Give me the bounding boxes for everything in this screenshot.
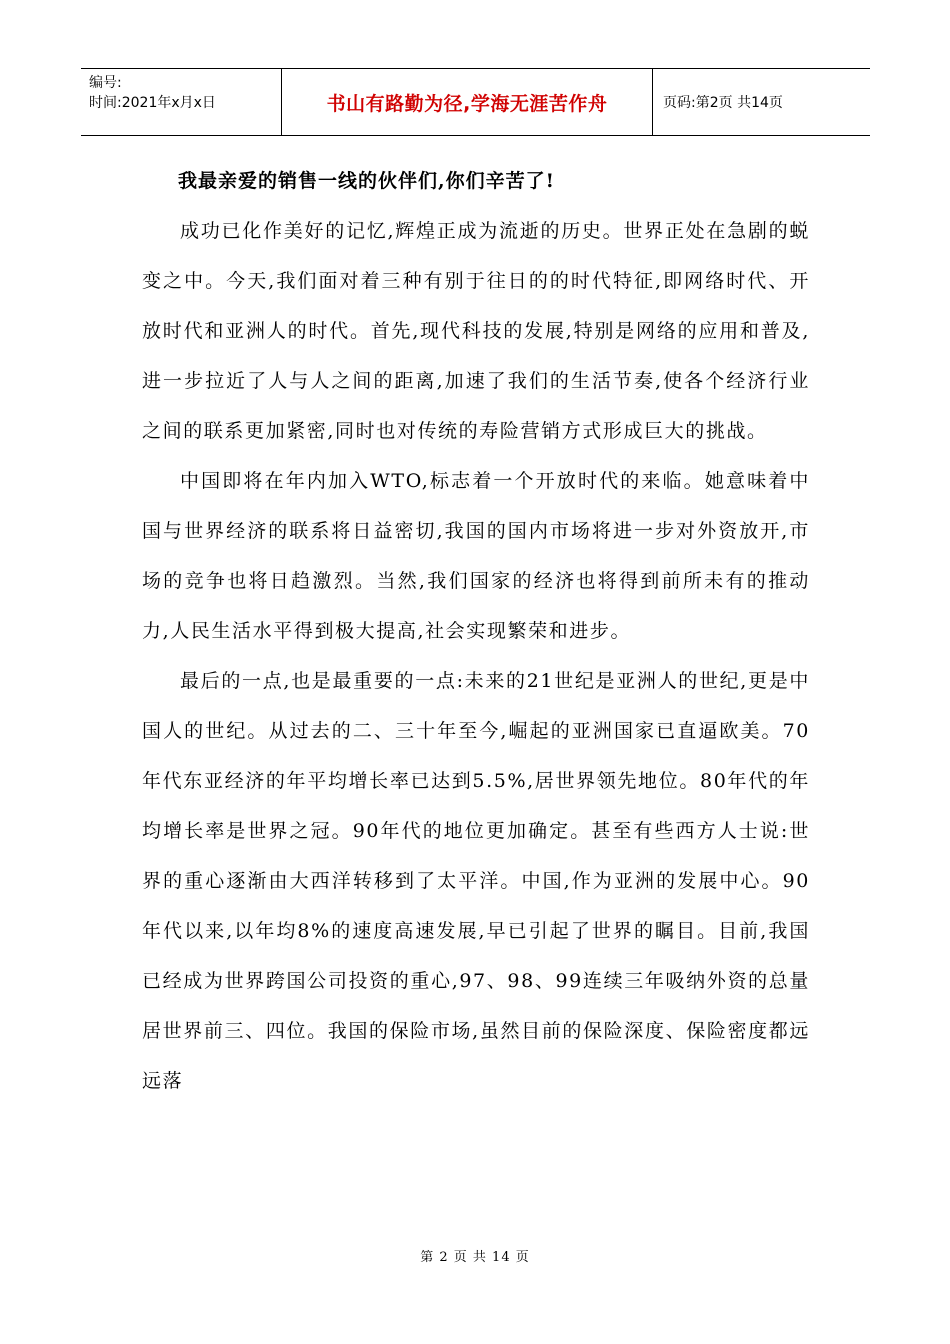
paragraph: 最后的一点,也是最重要的一点:未来的21世纪是亚洲人的世纪,更是中国人的世纪。从过去的二、三十年至今,崛起的亚洲国家已直逼欧美。70年代东亚经济的年平均增长率已达到5.5%,居世界领先地位。80年代的年均增长率是世界之冠。90年代的地位更加确定。甚至有些西方人士说:世界的重心逐渐由大西洋转移到了太平洋。中国,作为亚洲的发展中心。90年代以来,以年均8%的速度高速发展,早已引起了世界的瞩目。目前,我国已经成为世界跨国公司投资的重心,97、98、99连续三年吸纳外资的总量居世界前三、四位。我国的保险市场,虽然目前的保险深度、保险密度都远远落: [142, 670, 810, 1092]
serial-number-label: 编号:: [89, 75, 122, 91]
header-motto-cell: [281, 69, 653, 135]
header-meta: [81, 69, 281, 135]
header-page-number: 页码:第2页 共14页: [663, 95, 783, 111]
time-label: 时间:2021年x月x日: [89, 95, 216, 111]
header-motto: 书山有路勤为径,学海无涯苦作舟: [326, 92, 608, 115]
page-header: [81, 68, 870, 136]
page-footer: 第 2 页 共 14 页: [420, 1250, 530, 1265]
document-body: [142, 156, 810, 1106]
greeting-heading: 我最亲爱的销售一线的伙伴们,你们辛苦了!: [178, 170, 555, 192]
paragraph: 成功已化作美好的记忆,辉煌正成为流逝的历史。世界正处在急剧的蜕变之中。今天,我们面对着三种有别于往日的的时代特征,即网络时代、开放时代和亚洲人的时代。首先,现代科技的发展,特别是网络的应用和普及,进一步拉近了人与人之间的距离,加速了我们的生活节奏,使各个经济行业之间的联系更加紧密,同时也对传统的寿险营销方式形成巨大的挑战。: [142, 220, 810, 442]
header-page-cell: [653, 69, 870, 135]
paragraph: 中国即将在年内加入WTO,标志着一个开放时代的来临。她意味着中国与世界经济的联系将日益密切,我国的国内市场将进一步对外资放开,市场的竞争也将日趋激烈。当然,我们国家的经济也将得到前所未有的推动力,人民生活水平得到极大提高,社会实现繁荣和进步。: [142, 470, 810, 642]
